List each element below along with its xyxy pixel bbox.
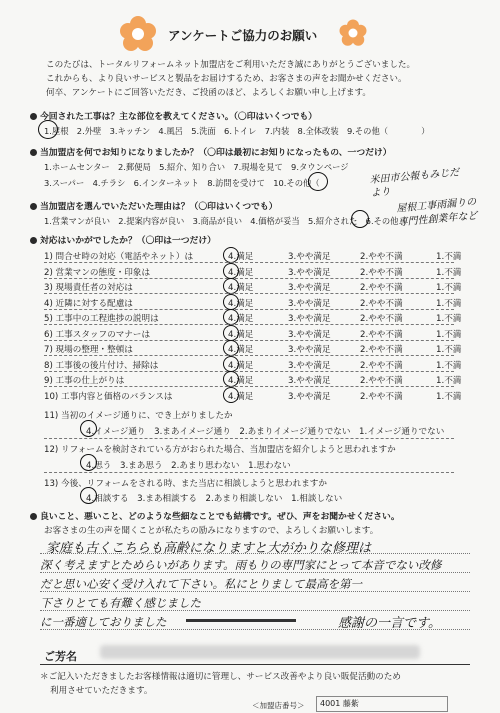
q4-item-label: 2) 営業マンの態度・印象は xyxy=(44,267,151,278)
q4-scale-option: 3.やや満足 xyxy=(288,391,331,402)
q4-item-label: 4) 近隣に対する配慮は xyxy=(44,298,133,309)
footer-note-1: ＊ご記入いただきましたお客様情報は適切に管理し、サービス改善やより良い販促活動のため xyxy=(40,672,401,682)
q4-scale-option: 4.満足 xyxy=(228,298,254,309)
q4-scale-option: 3.やや満足 xyxy=(288,314,331,324)
q4-scale-option: 4.満足 xyxy=(228,267,254,278)
q3-answer-circle xyxy=(351,210,369,228)
q3-handwritten-answer: 屋根工事雨漏りの専門性創業年など xyxy=(396,196,478,229)
intro-line-1: このたびは、トータルリフォームネット加盟店をご利用いただき誠にありがとうございました。 xyxy=(46,60,416,70)
q4-scale-option: 1.不満 xyxy=(436,283,462,293)
q5-title: 良いこと、悪いこと、どのような些細なことでも結構です。ぜひ、声をお聞かせください。 xyxy=(30,509,400,522)
q4-item-label: 8) 工事後の後片付け、掃除は xyxy=(44,360,159,371)
q4-item-label: 9) 工事の仕上がりは xyxy=(44,376,125,386)
q4-scale-option: 1.不満 xyxy=(436,376,462,386)
q13-answer-circle xyxy=(80,487,97,504)
q11-options: 4.イメージ通り 3.まあイメージ通り 2.あまりイメージ通りでない 1.イメージ通りでない xyxy=(86,427,445,437)
q4-scale-option: 2.やや不満 xyxy=(360,314,403,324)
q4-scale-option: 3.やや満足 xyxy=(288,298,331,309)
q4-answer-circle xyxy=(223,340,239,356)
q11-text: 11) 当初のイメージ通りに、でき上がりましたか xyxy=(44,411,233,421)
q4-scale-option: 4.満足 xyxy=(228,283,254,293)
q4-scale-option: 2.やや不満 xyxy=(360,267,403,278)
flower-logo-icon xyxy=(118,14,158,54)
q4-scale-option: 3.やや満足 xyxy=(288,267,331,278)
q4-scale-option: 2.やや不満 xyxy=(360,345,403,355)
store-number: 4001 藤紫 xyxy=(320,699,359,708)
q4-scale-option: 3.やや満足 xyxy=(288,283,331,293)
q4-scale-option: 1.不満 xyxy=(436,345,462,355)
q12-text: 12) リフォームを検討されている方がおられた場合、当加盟店を紹介しようと思われますか xyxy=(44,445,396,455)
q4-scale-option: 4.満足 xyxy=(228,329,254,340)
q2-title: 当加盟店を何でお知りになりましたか？（〇印は最初にお知りになったもの、一つだけ） xyxy=(30,145,392,158)
q1-title: 今回された工事は？主な部位を教えてください。（〇印はいくつでも） xyxy=(30,109,317,122)
redacted-scribble xyxy=(186,619,296,622)
q12-answer-circle xyxy=(80,454,97,471)
q4-item-label: 10) 工事内容と価格のバランスは xyxy=(44,391,173,402)
q4-scale-option: 1.不満 xyxy=(436,391,462,402)
comment-line-4: 下さりとても有難く感じました xyxy=(40,596,201,610)
q4-answer-circle xyxy=(223,325,239,341)
q4-scale-option: 3.やや満足 xyxy=(288,360,331,371)
q13-text: 13) 今後、リフォームをされる時、また当店に相談しようと思われますか xyxy=(44,479,327,489)
q4-item-label: 3) 現場責任者の対応は xyxy=(44,283,133,293)
q4-item-label: 1) 問合せ時の対応（電話やネット）は xyxy=(44,252,194,262)
q2-row1: 1.ホームセンター 2.郵便局 5.紹介、知り合い 7.現場を見て 9.タウンページ xyxy=(44,162,349,172)
comment-line-1: 家庭も古くこちらも高齢になりますと大がかりな修理は xyxy=(46,541,372,556)
q11-answer-circle xyxy=(80,420,97,437)
q4-answer-circle xyxy=(223,278,239,294)
q4-scale-option: 4.満足 xyxy=(228,345,254,355)
comment-line-6: 感謝の一言です。 xyxy=(338,616,441,631)
q4-answer-circle xyxy=(223,387,239,403)
q4-scale-option: 3.やや満足 xyxy=(288,329,331,340)
q3-title: 当加盟店を選んでいただいた理由は？（〇印はいくつでも） xyxy=(30,199,278,212)
q5-subtitle: お客さまの生の声を聞くことが私たちの励みになりますので、よろしくお願いします。 xyxy=(44,526,379,536)
q4-scale-option: 1.不満 xyxy=(436,314,462,324)
q4-scale-option: 2.やや不満 xyxy=(360,252,403,262)
q1-options: 1.屋根 2.外壁 3.キッチン 4.風呂 5.洗面 6.トイレ 7.内装 8.全体改装 9.その他（ ） xyxy=(44,126,430,136)
q4-scale-option: 2.やや不満 xyxy=(360,376,403,386)
q4-scale-option: 3.やや満足 xyxy=(288,252,331,262)
q4-scale-option: 1.不満 xyxy=(436,252,462,262)
q1-answer-circle xyxy=(38,120,58,139)
intro-line-2: これからも、より良いサービスと製品をお届けするため、お客さまの声をお聞かせください。 xyxy=(46,74,407,84)
q4-item-label: 6) 工事スタッフのマナーは xyxy=(44,329,151,340)
q4-answer-circle xyxy=(223,356,239,372)
q2-answer-circle xyxy=(308,172,328,191)
q4-scale-option: 1.不満 xyxy=(436,360,462,371)
q4-scale-option: 4.満足 xyxy=(228,252,254,262)
q4-item-label: 5) 工事中の工程進捗の説明は xyxy=(44,314,159,324)
name-redacted xyxy=(100,645,420,659)
comment-line-3: だと思い心安く受け入れて下さい。私にとりまして最高を第一 xyxy=(40,577,362,591)
q4-scale-option: 2.やや不満 xyxy=(360,329,403,340)
q4-answer-circle xyxy=(223,371,239,387)
q4-answer-circle xyxy=(223,309,239,325)
footer-note-2: 利用させていただきます。 xyxy=(50,686,153,696)
q4-scale-option: 4.満足 xyxy=(228,360,254,371)
comment-line-2: 深く考えますとためらいがあります。雨もりの専門家にとって本音でない改修 xyxy=(40,558,442,572)
q4-scale-option: 2.やや不満 xyxy=(360,283,403,293)
q4-answer-circle xyxy=(223,263,239,279)
q4-scale-option: 2.やや不満 xyxy=(360,298,403,309)
q4-scale-option: 3.やや満足 xyxy=(288,345,331,355)
comment-line-5: に一番適しておりました xyxy=(40,615,167,629)
page-title: アンケートご協力のお願い xyxy=(168,28,318,43)
q4-scale-option: 4.満足 xyxy=(228,391,254,402)
q3-options: 1.営業マンが良い 2.提案内容が良い 3.商品が良い 4.価格が妥当 5.紹介された 6.その他（ xyxy=(44,216,407,226)
q4-scale-option: 4.満足 xyxy=(228,376,254,386)
q4-scale-option: 4.満足 xyxy=(228,314,254,324)
q4-scale-option: 2.やや不満 xyxy=(360,360,403,371)
flower-logo-icon xyxy=(338,18,368,48)
q4-scale-option: 2.やや不満 xyxy=(360,391,403,402)
q4-scale-option: 3.やや満足 xyxy=(288,376,331,386)
store-label: ＜加盟店番号＞ xyxy=(252,701,305,710)
intro-line-3: 何卒、アンケートにご回答いただき、ご投函のほど、よろしくお願い申し上げます。 xyxy=(46,88,372,98)
name-label: ご芳名 xyxy=(44,650,77,663)
q4-answer-circle xyxy=(223,294,239,310)
q2-row2: 3.スーパー 4.チラシ 6.インターネット 8.訪問を受けて 10.その他（ xyxy=(44,178,320,188)
q13-options: 4.相談する 3.まあ相談する 2.あまり相談しない 1.相談しない xyxy=(86,494,343,504)
q4-scale-option: 1.不満 xyxy=(436,298,462,309)
q4-scale-option: 1.不満 xyxy=(436,267,462,278)
q2-handwritten-answer: 米田市公報もみじだより xyxy=(369,167,460,200)
q4-title: 対応はいかがでしたか？（〇印は一つだけ） xyxy=(30,233,216,246)
q12-options: 4.思う 3.まあ思う 2.あまり思わない 1.思わない xyxy=(86,461,291,471)
q4-item-label: 7) 現場の整理・整頓は xyxy=(44,345,133,355)
q4-answer-circle xyxy=(223,247,239,263)
q4-scale-option: 1.不満 xyxy=(436,329,462,340)
